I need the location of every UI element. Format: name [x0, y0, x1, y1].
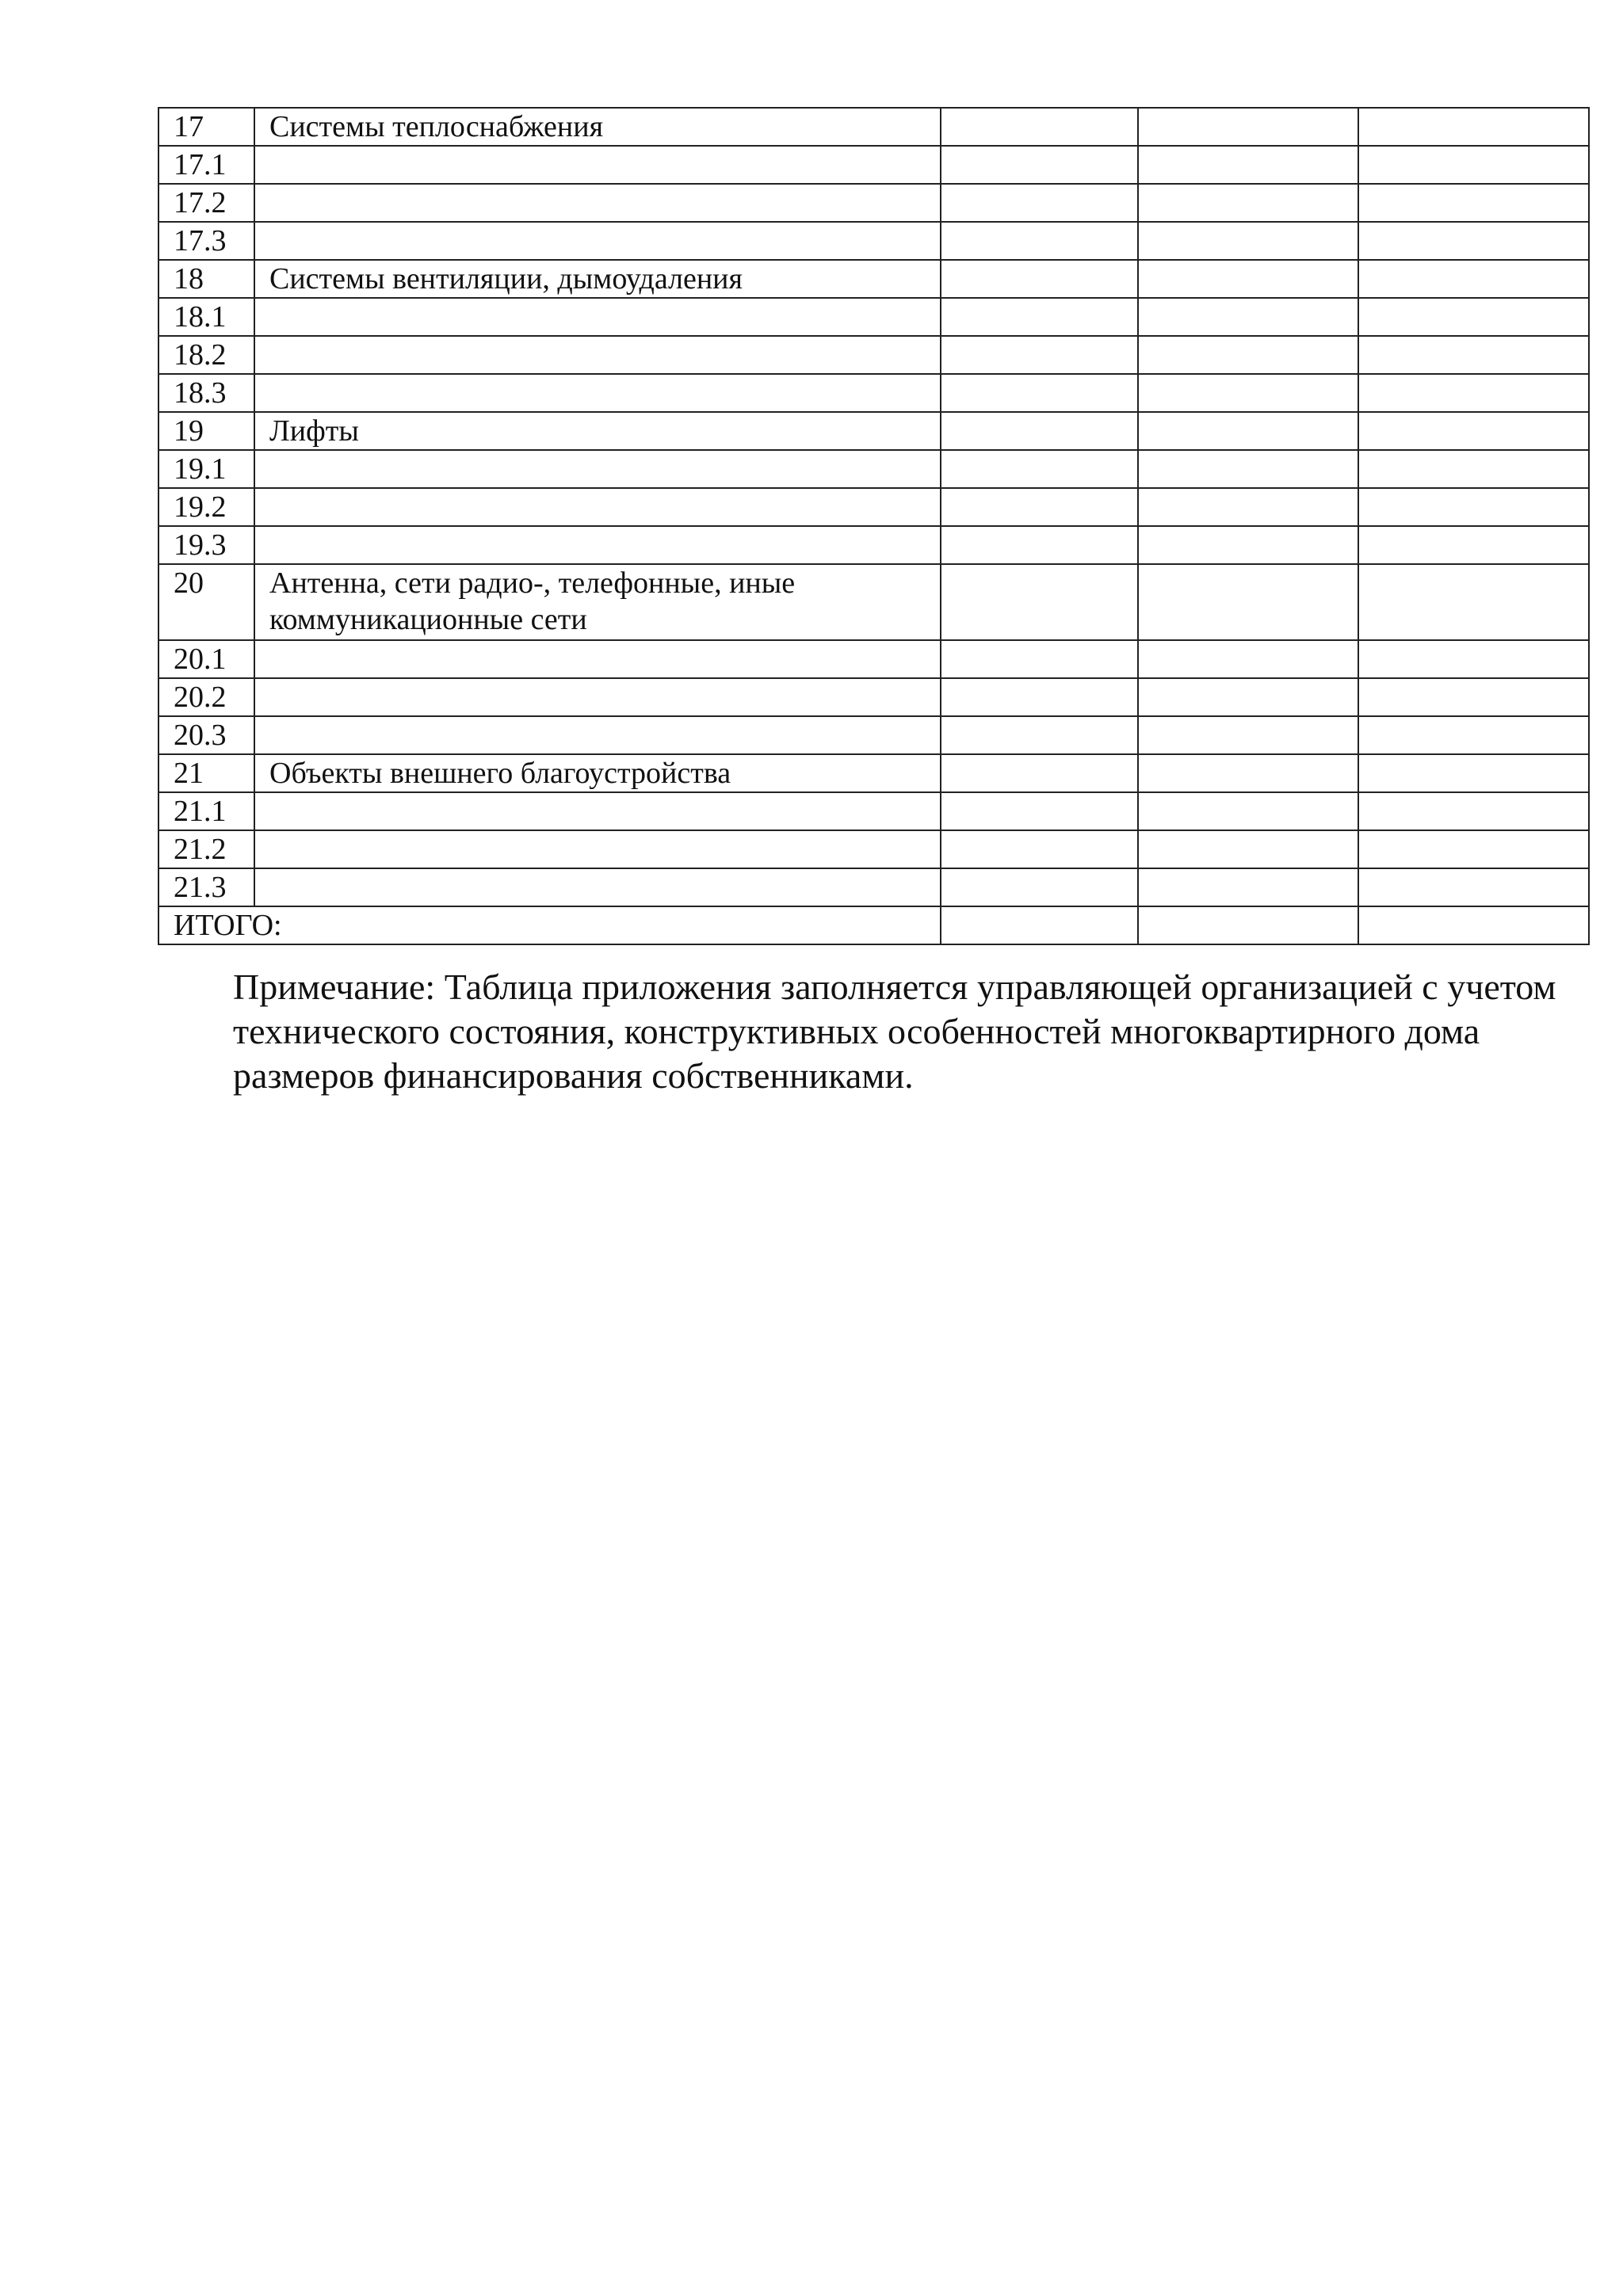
table-cell	[941, 678, 1138, 716]
row-number: 19.1	[158, 450, 254, 488]
table-row	[158, 184, 1589, 222]
row-number: 20.1	[158, 640, 254, 678]
table-cell	[1138, 336, 1358, 374]
row-name	[254, 336, 941, 374]
table-cell	[941, 640, 1138, 678]
row-number: 18.3	[158, 374, 254, 412]
row-name	[254, 450, 941, 488]
table-cell	[1138, 184, 1358, 222]
row-number: 21.1	[158, 792, 254, 830]
row-name	[254, 298, 941, 336]
table-cell	[941, 792, 1138, 830]
table-cell	[1138, 108, 1358, 146]
table-cell	[1138, 716, 1358, 754]
table-row	[158, 374, 1589, 412]
table-cell	[1138, 526, 1358, 564]
table-cell	[1358, 792, 1589, 830]
table-cell	[1138, 412, 1358, 450]
table-cell	[941, 374, 1138, 412]
row-number: 17.3	[158, 222, 254, 260]
table-row	[158, 678, 1589, 716]
table-cell	[1138, 754, 1358, 792]
table-row	[158, 146, 1589, 184]
table-cell	[1358, 412, 1589, 450]
table-cell	[1358, 146, 1589, 184]
row-name: Антенна, сети радио-, телефонные, иные коммуникационные сети	[254, 564, 941, 640]
table-row	[158, 754, 1589, 792]
row-name	[254, 488, 941, 526]
row-name	[254, 830, 941, 868]
table-cell	[1358, 906, 1589, 944]
table-row	[158, 488, 1589, 526]
row-number: 20	[158, 564, 254, 640]
table-cell	[1358, 222, 1589, 260]
row-number: 17.2	[158, 184, 254, 222]
table-cell	[1138, 564, 1358, 640]
table-cell	[1138, 222, 1358, 260]
table-cell	[1358, 526, 1589, 564]
row-name	[254, 526, 941, 564]
table-cell	[1358, 678, 1589, 716]
table-cell	[1358, 868, 1589, 906]
table-row	[158, 222, 1589, 260]
table-cell	[941, 450, 1138, 488]
row-name	[254, 374, 941, 412]
row-name	[254, 184, 941, 222]
row-name	[254, 678, 941, 716]
row-name	[254, 222, 941, 260]
table-row	[158, 792, 1589, 830]
table-cell	[1138, 488, 1358, 526]
table-row	[158, 336, 1589, 374]
table-cell	[1358, 260, 1589, 298]
table-cell	[941, 412, 1138, 450]
row-name	[254, 716, 941, 754]
works-table	[158, 107, 1590, 945]
table-cell	[941, 184, 1138, 222]
table-cell	[941, 336, 1138, 374]
table-cell	[941, 564, 1138, 640]
row-number: 20.2	[158, 678, 254, 716]
row-name: Лифты	[254, 412, 941, 450]
table-cell	[1138, 792, 1358, 830]
table-cell	[1358, 450, 1589, 488]
table-cell	[941, 868, 1138, 906]
table-cell	[1138, 146, 1358, 184]
row-number: 19	[158, 412, 254, 450]
row-number: 19.3	[158, 526, 254, 564]
row-name	[254, 792, 941, 830]
row-number: 21.3	[158, 868, 254, 906]
table-cell	[1138, 298, 1358, 336]
table-row	[158, 108, 1589, 146]
table-row	[158, 830, 1589, 868]
row-number: 21	[158, 754, 254, 792]
table-cell	[1358, 336, 1589, 374]
table-cell	[941, 146, 1138, 184]
table-cell	[941, 488, 1138, 526]
table-cell	[1358, 108, 1589, 146]
table-row	[158, 564, 1589, 640]
table-cell	[1358, 184, 1589, 222]
table-cell	[1138, 640, 1358, 678]
row-number: 20.3	[158, 716, 254, 754]
table-cell	[941, 906, 1138, 944]
table-cell	[1138, 830, 1358, 868]
table-cell	[941, 830, 1138, 868]
row-number: 21.2	[158, 830, 254, 868]
table-row	[158, 298, 1589, 336]
table-cell	[1138, 374, 1358, 412]
table-cell	[941, 716, 1138, 754]
table-cell	[1138, 450, 1358, 488]
row-number: 17.1	[158, 146, 254, 184]
works-table-body	[158, 108, 1589, 944]
table-cell	[1358, 488, 1589, 526]
row-name: Системы теплоснабжения	[254, 108, 941, 146]
table-cell	[1358, 564, 1589, 640]
row-name	[254, 868, 941, 906]
table-cell	[941, 108, 1138, 146]
table-cell	[1358, 830, 1589, 868]
table-cell	[941, 526, 1138, 564]
table-cell	[1138, 868, 1358, 906]
table-row	[158, 716, 1589, 754]
row-number: 17	[158, 108, 254, 146]
table-cell	[1358, 374, 1589, 412]
row-name: Системы вентиляции, дымоудаления	[254, 260, 941, 298]
table-row	[158, 640, 1589, 678]
table-cell	[1138, 906, 1358, 944]
table-cell	[1358, 298, 1589, 336]
row-number: 18.1	[158, 298, 254, 336]
table-row	[158, 412, 1589, 450]
table-cell	[941, 260, 1138, 298]
row-number: 18.2	[158, 336, 254, 374]
table-cell	[1358, 754, 1589, 792]
row-number: 19.2	[158, 488, 254, 526]
table-row	[158, 526, 1589, 564]
row-name: Объекты внешнего благоустройства	[254, 754, 941, 792]
table-cell	[941, 298, 1138, 336]
table-note: Примечание: Таблица приложения заполняется управляющей организацией с учетом технического состояния, конструктивных особенностей многоквартирного дома размеров финансирования собственниками.	[233, 967, 1556, 1096]
total-label: ИТОГО:	[158, 906, 941, 944]
table-cell	[1358, 640, 1589, 678]
row-number: 18	[158, 260, 254, 298]
table-cell	[941, 754, 1138, 792]
table-cell	[1358, 716, 1589, 754]
table-row	[158, 450, 1589, 488]
table-cell	[1138, 260, 1358, 298]
row-name	[254, 146, 941, 184]
table-cell	[941, 222, 1138, 260]
table-row	[158, 868, 1589, 906]
row-name	[254, 640, 941, 678]
table-row	[158, 260, 1589, 298]
total-row	[158, 906, 1589, 944]
table-cell	[1138, 678, 1358, 716]
